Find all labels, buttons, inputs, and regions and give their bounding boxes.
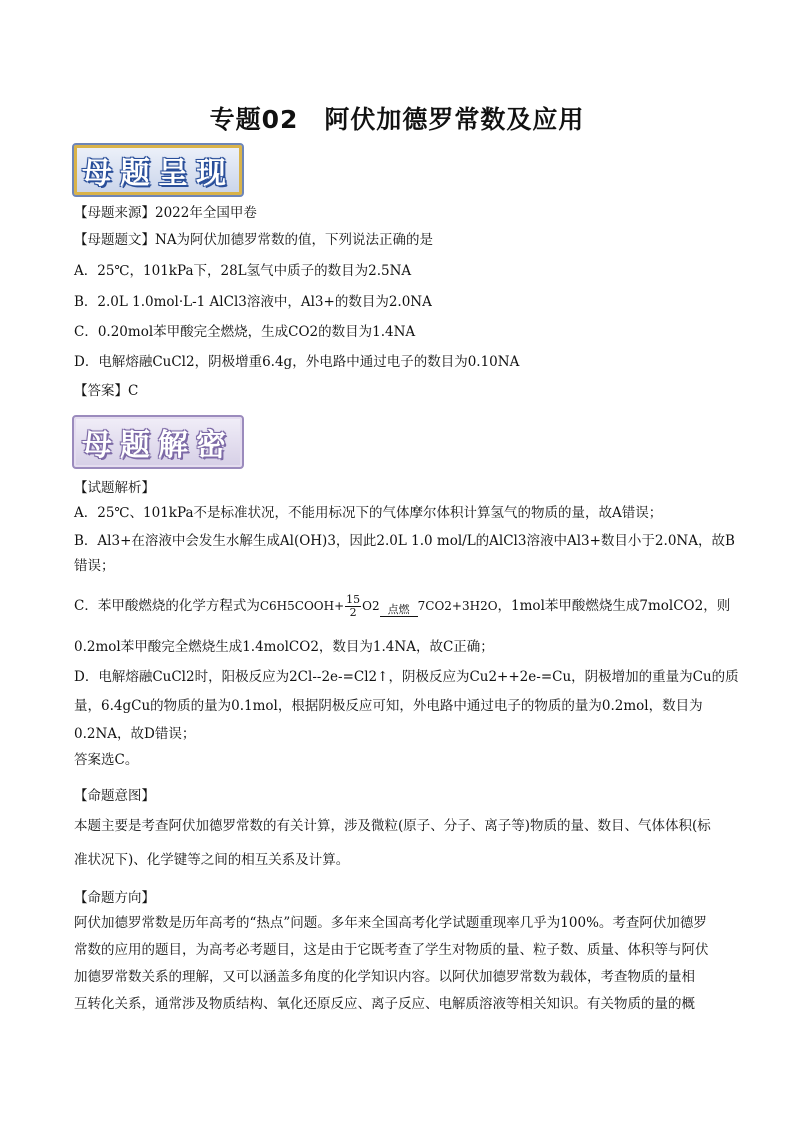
direction-line3: 加德罗常数关系的理解，又可以涵盖多角度的化学知识内容。以阿伏加德罗常数为载体，考查物质的量相 [74,969,695,985]
equation-condition [380,604,418,619]
answer-tag: 【答案】 [74,383,128,399]
banner-label: 母题呈现 [82,156,234,191]
banner-label: 母题解密 [82,428,234,463]
analysis-c-prefix: C．苯甲酸燃烧的化学方程式为 [74,598,260,614]
answer-line [74,381,724,401]
analysis-d-line1: D．电解熔融CuCl2时，阳极反应为2Cl--2e-=Cl2↑，阴极反应为Cu2++2e-=Cu，阴极增加的重量为Cu的质 [74,669,739,685]
equation-products: 7CO2+3H2O [417,599,498,613]
intent-line1: 本题主要是考查阿伏加德罗常数的有关计算，涉及微粒(原子、分子、离子等)物质的量、数目、气体体积(标 [74,818,711,834]
direction-line2: 常数的应用的题目，为高考必考题目，这是由于它既考查了学生对物质的量、粒子数、质量、体积等与阿伏 [74,942,709,958]
analysis-b-line1: B．Al3+在溶液中会发生水解生成Al(OH)3，因此2.0L 1.0 mol/L的AlCl3溶液中Al3+数目小于2.0NA，故B [74,533,735,549]
option-b: B．2.0L 1.0mol·L-1 AlCl3溶液中，Al3+的数目为2.0NA [74,294,432,310]
intent-tag: 【命题意图】 [74,788,155,804]
analysis-tag: 【试题解析】 [74,480,155,496]
source-tag: 【母题来源】 [74,205,155,221]
question-tag: 【母题题文】 [74,232,155,248]
analysis-b-line2: 错误； [74,558,115,574]
answer-value: C [128,383,139,399]
analysis-final: 答案选C。 [74,752,139,768]
option-d: D．电解熔融CuCl2，阴极增重6.4g，外电路中通过电子的数目为0.10NA [74,354,520,370]
source-text: 2022年全国甲卷 [155,205,257,221]
direction-line1: 阿伏加德罗常数是历年高考的“热点”问题。多年来全国高考化学试题重现率几乎为100%。考查阿伏加德罗 [74,915,707,931]
fraction-numerator: 15 [346,593,361,606]
section-banner-question [72,143,244,197]
equation-arrow [380,616,418,617]
analysis-c-line1 [74,593,731,619]
analysis-d-line2: 量，6.4gCu的物质的量为0.1mol，根据阴极反应可知，外电路中通过电子的物质的量为0.2mol，数目为 [74,698,703,714]
direction-line4: 互转化关系，通常涉及物质结构、氧化还原反应、离子反应、电解质溶液等相关知识。有关物质的量的概 [74,996,695,1012]
analysis-c-suffix: ，1mol苯甲酸燃烧生成7molCO2，则 [497,598,731,614]
analysis-d-line3: 0.2NA，故D错误； [74,726,196,742]
fraction-denominator: 2 [349,606,357,619]
source-line [74,203,724,223]
page-title: 专题02 阿伏加德罗常数及应用 [209,105,585,134]
analysis-a: A．25℃、101kPa不是标准状况，不能用标况下的气体摩尔体积计算氢气的物质的量，故A错误； [74,505,663,521]
equation-oxygen: O2 [362,599,380,613]
question-line [74,230,724,250]
equation-reactant: C6H5COOH+ [259,599,345,613]
direction-tag: 【命题方向】 [74,890,155,906]
section-banner-analysis [72,415,244,469]
question-text: NA为阿伏加德罗常数的值，下列说法正确的是 [155,232,434,248]
equation-fraction [345,594,361,619]
condition-label: 点燃 [387,603,410,616]
intent-line2: 准状况下)、化学键等之间的相互关系及计算。 [74,852,350,868]
option-c: C．0.20mol苯甲酸完全燃烧，生成CO2的数目为1.4NA [74,324,416,340]
analysis-c-line2: 0.2mol苯甲酸完全燃烧生成1.4molCO2，数目为1.4NA，故C正确； [74,639,494,655]
option-a: A．25℃，101kPa下，28L氢气中质子的数目为2.5NA [74,263,412,279]
